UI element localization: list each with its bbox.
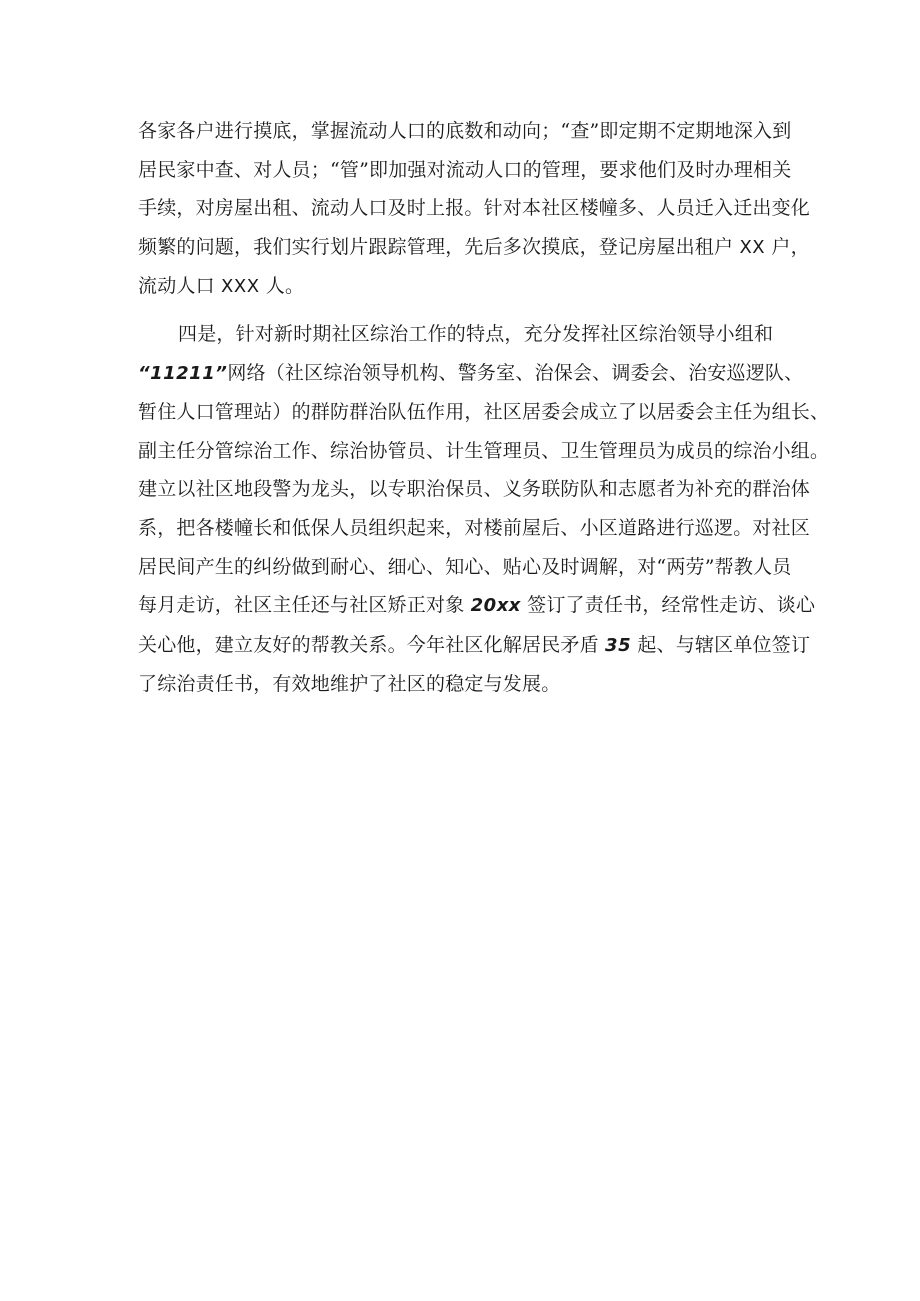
text-segment: 网络（社区综治领导机构、警务室、治保会、调委会、治安巡逻队、 bbox=[227, 361, 804, 384]
text-line: 建立以社区地段警为龙头，以专职治保员、义务联防队和志愿者为补充的群治体 bbox=[138, 478, 811, 501]
text-line bbox=[138, 228, 810, 268]
text-segment: 户， bbox=[765, 235, 810, 258]
text-segment: 频繁的问题，我们实行划片跟踪管理，先后多次摸底，登记房屋出租户 bbox=[138, 235, 740, 258]
text-segment: 四是，针对新时期社区综治工作的特点，充分发挥社区综治领导小组和 bbox=[178, 322, 774, 345]
text-segment: 流动人口 bbox=[138, 275, 222, 298]
text-segment: 关心他，建立友好的帮教关系。今年社区化解居民矛盾 bbox=[138, 633, 606, 656]
text-line bbox=[138, 586, 816, 626]
paragraph-population-management bbox=[138, 112, 811, 307]
document-body bbox=[138, 112, 830, 704]
text-line bbox=[138, 354, 804, 394]
text-line: 暂住人口管理站）的群防群治队伍作用，社区居委会成立了以居委会主任为组长、 bbox=[138, 401, 830, 424]
rental-household-count: XX bbox=[739, 236, 766, 258]
text-line: 居民间产生的纠纷做到耐心、细心、知心、贴心及时调解，对“两劳”帮教人员 bbox=[138, 555, 792, 578]
text-line: 各家各户进行摸底，掌握流动人口的底数和动向；“查”即定期不定期地深入到 bbox=[138, 120, 792, 142]
text-segment: 人。 bbox=[259, 275, 305, 298]
text-line: 了综治责任书，有效地维护了社区的稳定与发展。 bbox=[138, 673, 561, 696]
text-line: 居民家中查、对人员；“管”即加强对流动人口的管理，要求他们及时办理相关 bbox=[138, 158, 792, 181]
text-line bbox=[138, 267, 798, 307]
network-code: “11211” bbox=[138, 362, 228, 384]
floating-population-count: XXX bbox=[221, 276, 260, 298]
text-line: 系，把各楼幢长和低保人员组织起来，对楼前屋后、小区道路进行巡逻。对社区 bbox=[138, 516, 811, 539]
text-segment: 每月走访，社区主任还与社区矫正对象 bbox=[138, 594, 471, 617]
text-line bbox=[138, 315, 798, 354]
text-segment: 签订了责任书，经常性走访、谈心 bbox=[520, 594, 816, 617]
dispute-count: 35 bbox=[605, 634, 632, 656]
text-segment: 起、与辖区单位签订 bbox=[631, 633, 811, 656]
text-line bbox=[138, 626, 811, 666]
paragraph-comprehensive-governance bbox=[138, 315, 830, 704]
text-line: 副主任分管综治工作、综治协管员、计生管理员、卫生管理员为成员的综治小组。 bbox=[138, 439, 830, 462]
text-line: 手续，对房屋出租、流动人口及时上报。针对本社区楼幢多、人员迁入迁出变化 bbox=[138, 197, 811, 220]
year-value: 20xx bbox=[470, 595, 521, 617]
